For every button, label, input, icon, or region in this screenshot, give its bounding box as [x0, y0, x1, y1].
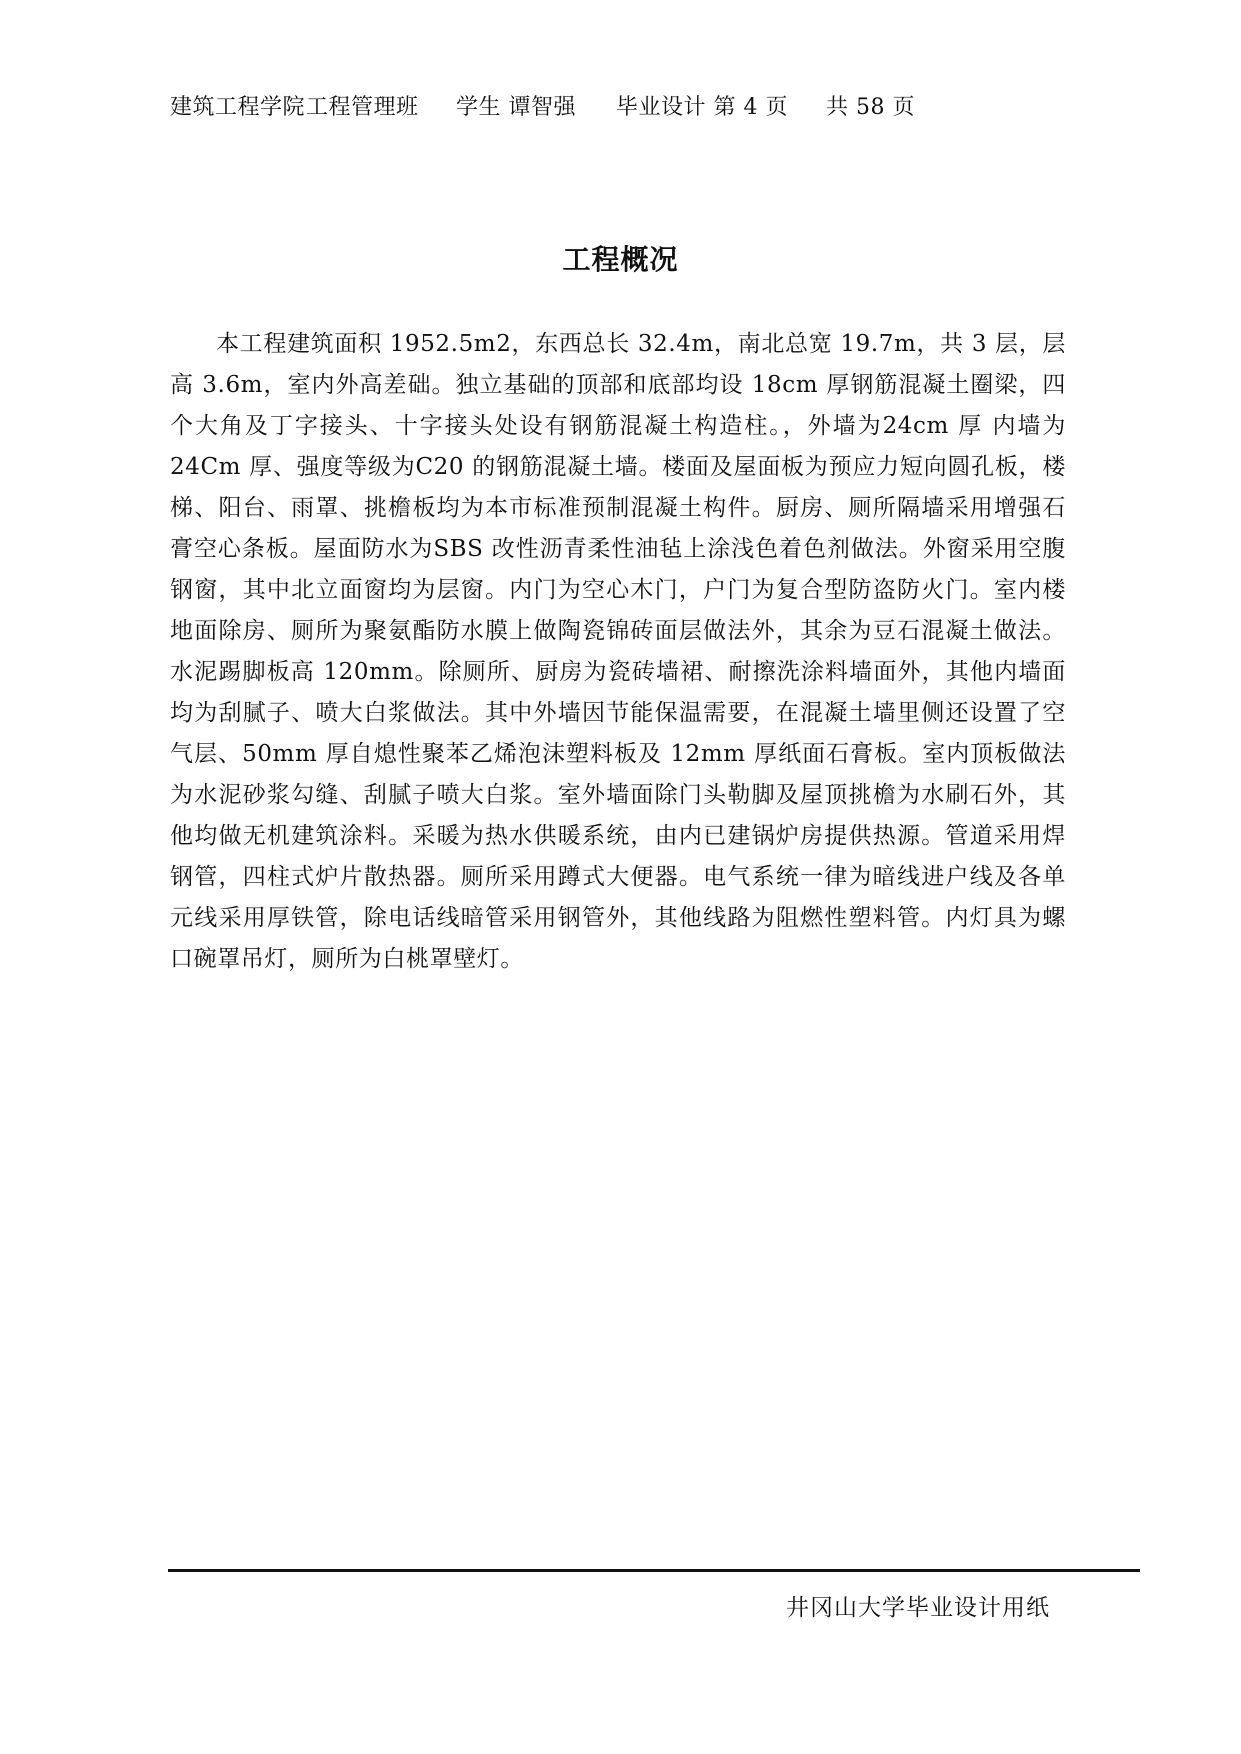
footer-divider [168, 1569, 1140, 1572]
body-paragraph: 本工程建筑面积 1952.5m2，东西总长 32.4m，南北总宽 19.7m，共 3 层，层高 3.6m，室内外高差础。独立基础的顶部和底部均设 18cm 厚钢筋混凝土圈梁，四个大角及丁字接头、十字接头处设有钢筋混凝土构造柱。，外墙为24cm 厚 内墙为24Cm 厚、强度等级为C20 的钢筋混凝土墙。楼面及屋面板为预应力短向圆孔板，楼梯、阳台、雨罩、挑檐板均为本市标准预制混凝土构件。厨房、厕所隔墙采用增强石膏空心条板。屋面防水为SBS 改性沥青柔性油毡上涂浅色着色剂做法。外窗采用空腹钢窗，其中北立面窗均为层窗。内门为空心木门，户门为复合型防盗防火门。室内楼地面除房、厕所为聚氨酯防水膜上做陶瓷锦砖面层做法外，其余为豆石混凝土做法。水泥踢脚板高 120mm。除厕所、厨房为瓷砖墙裙、耐擦洗涂料墙面外，其他内墙面均为刮腻子、喷大白浆做法。其中外墙因节能保温需要，在混凝土墙里侧还设置了空气层、50mm 厚自熄性聚苯乙烯泡沫塑料板及 12mm 厚纸面石膏板。室内顶板做法为水泥砂浆勾缝、刮腻子喷大白浆。室外墙面除门头勒脚及屋顶挑檐为水刷石外，其他均做无机建筑涂料。采暖为热水供暖系统，由内已建锅炉房提供热源。管道采用焊钢管，四柱式炉片散热器。厕所采用蹲式大便器。电气系统一律为暗线进户线及各单元线采用厚铁管，除电话线暗管采用钢管外，其他线路为阻燃性塑料管。内灯具为螺口碗罩吊灯，厕所为白桃罩壁灯。 [170, 331, 1066, 972]
header-total-pages: 共 58 页 [826, 95, 915, 120]
header-student: 学生 谭智强 [456, 95, 576, 120]
header-page-info: 毕业设计 第 4 页 [616, 95, 788, 120]
header-class: 工程管理班 [306, 95, 419, 120]
document-title: 工程概况 [562, 243, 679, 276]
footer-paper-label: 井冈山大学毕业设计用纸 [786, 1595, 1050, 1621]
header-school: 建筑工程学院 [170, 95, 306, 120]
page-header [170, 90, 1090, 126]
